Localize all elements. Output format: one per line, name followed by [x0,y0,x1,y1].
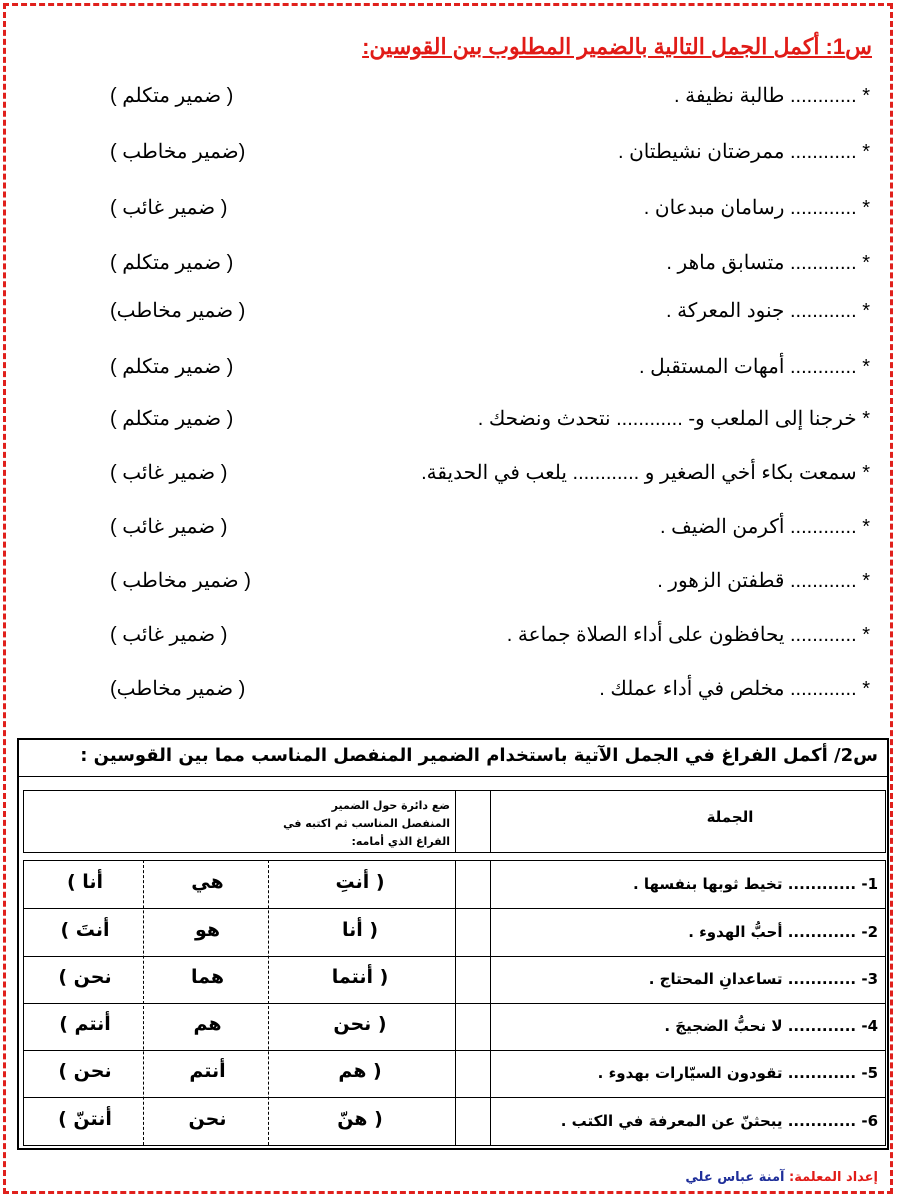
grid-line [143,860,144,1145]
q1-row [110,568,870,600]
q2-sentence: 1- ............ تخيط ثوبها بنفسها . [632,875,878,893]
q1-hint: ( ضمير غائب ) [110,197,228,219]
q1-hint: ( ضمير مخاطب) [110,300,246,322]
grid-line [490,860,491,1145]
q1-row [110,195,870,227]
pronoun-option[interactable]: هو [194,919,221,941]
q1-row [110,139,870,171]
q2-sentence: 6- ............ يبحثنّ عن المعرفة في الكتب . [560,1112,878,1130]
q1-sentence: * ............ مخلص في أداء عملك . [599,678,870,700]
q1-hint: ( ضمير متكلم ) [110,408,234,430]
pronoun-option[interactable]: ( نحن [333,1013,387,1035]
q1-sentence: * ............ قطفتن الزهور . [657,570,870,592]
q1-sentence: * ............ جنود المعركة . [665,300,870,322]
pronoun-option[interactable]: ( أنتما [331,966,389,988]
q1-hint: ( ضمير متكلم ) [110,356,234,378]
q1-row [110,354,870,386]
pronoun-option[interactable]: أنتم ) [59,1013,111,1035]
q1-sentence: * ............ أكرمن الضيف . [659,516,870,538]
pronoun-option[interactable]: نحن [188,1108,227,1130]
grid-line [885,860,886,1145]
header-bottom-line [23,852,886,853]
grid-line [455,860,456,1145]
q1-hint: ( ضمير متكلم ) [110,85,234,107]
question-2-title: س2/ أكمل الفراغ في الجمل الآتية باستخدام الضمير المنفصل المناسب مما بين القوسين : [80,745,878,766]
pronoun-option[interactable]: ( هم [338,1060,382,1082]
q1-row [110,514,870,546]
header-right-line [885,790,886,852]
pronoun-option[interactable]: نحن ) [58,1060,112,1082]
q1-hint: ( ضمير متكلم ) [110,252,234,274]
q1-hint: ( ضمير غائب ) [110,462,228,484]
q1-sentence: * خرجنا إلى الملعب و- ............ نتحدث ونضحك . [477,408,870,430]
q2-sentence: 3- ............ تساعدانِ المحتاج . [648,970,878,988]
q1-sentence: * ............ رسامان مبدعان . [643,197,870,219]
header-left-line [23,790,24,852]
q1-sentence: * ............ طالبة نظيفة . [674,85,870,107]
q1-row [110,460,870,492]
footer-credit [685,1170,878,1185]
q1-hint: ( ضمير غائب ) [110,516,228,538]
pronoun-option[interactable]: أنا ) [66,871,104,893]
title-divider [17,776,889,777]
footer-label: إعداد المعلمة: [789,1170,878,1185]
pronoun-option[interactable]: ( هنّ [337,1108,383,1130]
q1-sentence: * ............ يحافظون على أداء الصلاة جماعة . [506,624,870,646]
grid-line [268,860,269,1145]
q2-sentence: 4- ............ لا نحبُّ الضجيجَ . [664,1017,878,1035]
q1-hint: ( ضمير مخاطب) [110,678,246,700]
q1-sentence: * ............ ممرضتان نشيطتان . [617,141,870,163]
q1-row [110,250,870,282]
q1-hint: (ضمير مخاطب ) [110,141,246,163]
q1-row [110,298,870,330]
q1-hint: ( ضمير غائب ) [110,624,228,646]
q1-hint: ( ضمير مخاطب ) [110,570,251,592]
question-1-title: س1: أكمل الجمل التالية بالضمير المطلوب بين القوسين: [362,34,872,59]
q2-sentence: 5- ............ تقودون السيّارات بهدوء . [597,1064,878,1082]
question-2-table [17,738,889,1150]
pronoun-option[interactable]: أنتَ ) [60,919,110,941]
grid-line [23,860,24,1145]
pronoun-option[interactable]: هي [191,871,224,893]
header-instruction: ضع دائرة حول الضمير المنفصل المناسب ثم اكتبه في الفراغ الذي أمامه: [283,799,450,848]
q1-sentence: * ............ أمهات المستقبل . [638,356,870,378]
header-divider [490,790,491,852]
pronoun-option[interactable]: أنتنّ ) [58,1108,112,1130]
q1-sentence: * سمعت بكاء أخي الصغير و ............ يلعب في الحديقة. [421,462,870,484]
header-sentence: الجملة [706,808,754,826]
pronoun-option[interactable]: هما [190,966,225,988]
pronoun-option[interactable]: ( أنا [341,919,379,941]
teacher-name: آمنة عباس علي [685,1170,785,1185]
q1-row [110,622,870,654]
q2-sentence: 2- ............ أحبُّ الهدوء . [688,923,878,941]
grid-line [23,1145,886,1146]
pronoun-option[interactable]: أنتم [189,1060,226,1082]
pronoun-option[interactable]: هم [193,1013,222,1035]
pronoun-option[interactable]: نحن ) [58,966,112,988]
q1-row [110,676,870,708]
q1-row [110,406,870,438]
q1-sentence: * ............ متسابق ماهر . [666,252,870,274]
pronoun-option[interactable]: ( أنتِ [335,871,385,893]
header-divider [455,790,456,852]
q1-row [110,83,870,115]
